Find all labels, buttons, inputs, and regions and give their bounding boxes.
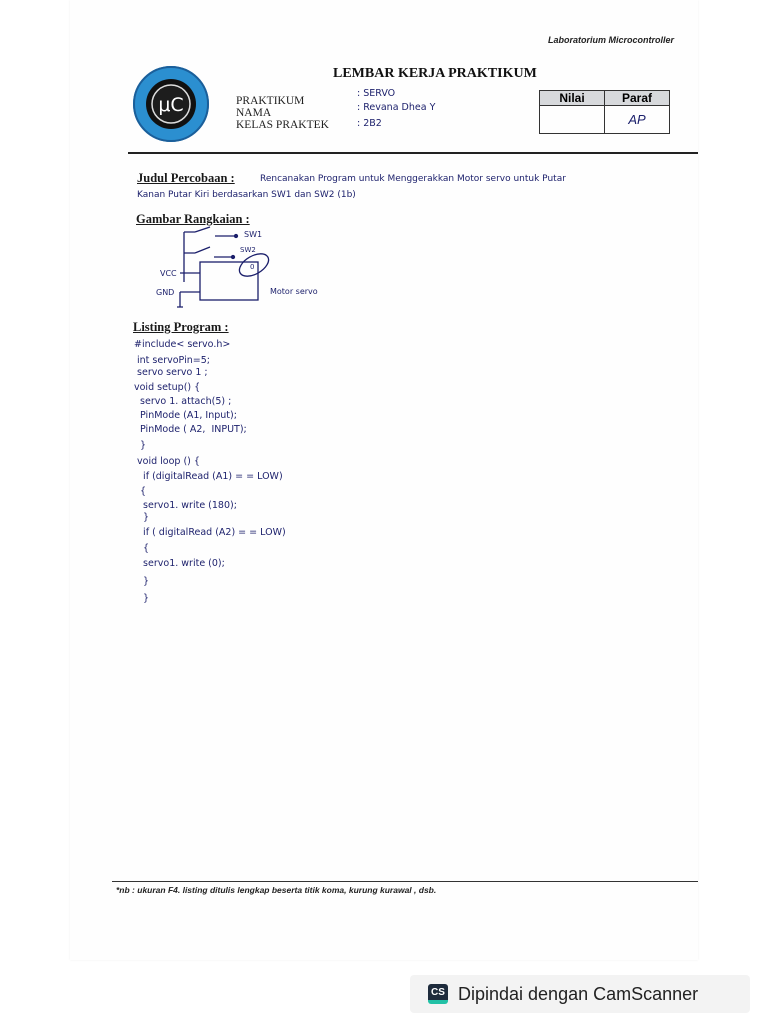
logo-text: μC (158, 94, 184, 116)
judul-label: Judul Percobaan : (137, 171, 235, 185)
paraf-header: Paraf (605, 91, 670, 106)
field-value-praktikum: : SERVO (357, 88, 396, 99)
field-value-nama: : Revana Dhea Y (357, 102, 436, 113)
servo-knob: 0 (250, 263, 255, 271)
code-line: void setup() { (134, 382, 201, 393)
circuit-diagram (150, 225, 350, 310)
code-line: } (134, 593, 150, 604)
judul-line1: Rencanakan Program untuk Menggerakkan Motor servo untuk Putar (260, 174, 566, 184)
camscanner-text: Dipindai dengan CamScanner (458, 983, 699, 1004)
code-line: } (134, 440, 147, 451)
motor-servo-label: Motor servo (270, 287, 318, 296)
vcc-label: VCC (160, 269, 177, 278)
code-line: } (134, 576, 150, 587)
score-table (539, 90, 670, 134)
lab-logo (131, 64, 211, 144)
sw1-label: SW1 (244, 230, 263, 239)
code-line: if (digitalRead (A1) = = LOW) (134, 471, 283, 482)
lab-name: Laboratorium Microcontroller (548, 35, 675, 45)
code-line: int servoPin=5; (134, 355, 210, 366)
nilai-cell (540, 106, 605, 134)
sw2-label: SW2 (240, 246, 256, 254)
judul-line2: Kanan Putar Kiri berdasarkan SW1 dan SW2 (1b) (137, 190, 356, 200)
listing-label: Listing Program : (133, 320, 229, 334)
code-line: if ( digitalRead (A2) = = LOW) (134, 527, 286, 538)
code-line: PinMode (A1, Input); (134, 410, 237, 421)
field-label-praktikum: PRAKTIKUM (236, 95, 305, 107)
code-line: } (134, 512, 150, 523)
code-line: PinMode ( A2, INPUT); (134, 424, 247, 435)
code-line: servo1. write (180); (134, 500, 237, 511)
camscanner-watermark (410, 975, 750, 1013)
code-line: servo1. write (0); (134, 558, 225, 569)
field-label-kelas: KELAS PRAKTEK (236, 119, 329, 131)
code-line: servo 1. attach(5) ; (134, 396, 232, 407)
gambar-label: Gambar Rangkaian : (136, 212, 250, 226)
code-line: void loop () { (134, 456, 200, 467)
paraf-signature: AP (605, 106, 670, 134)
code-line: servo servo 1 ; (134, 367, 208, 378)
page-title: LEMBAR KERJA PRAKTIKUM (333, 66, 537, 81)
camscanner-icon: CS (428, 984, 448, 1004)
header-divider (128, 152, 698, 154)
code-line: { (134, 486, 147, 497)
code-line: #include< servo.h> (134, 339, 231, 350)
gnd-label: GND (156, 288, 175, 297)
field-label-nama: NAMA (236, 107, 272, 119)
footer-divider (112, 881, 698, 882)
field-value-kelas: : 2B2 (357, 118, 382, 129)
nilai-header: Nilai (540, 91, 605, 106)
footnote: *nb : ukuran F4. listing ditulis lengkap beserta titik koma, kurung kurawal , dsb. (116, 885, 437, 895)
code-line: { (134, 543, 150, 554)
